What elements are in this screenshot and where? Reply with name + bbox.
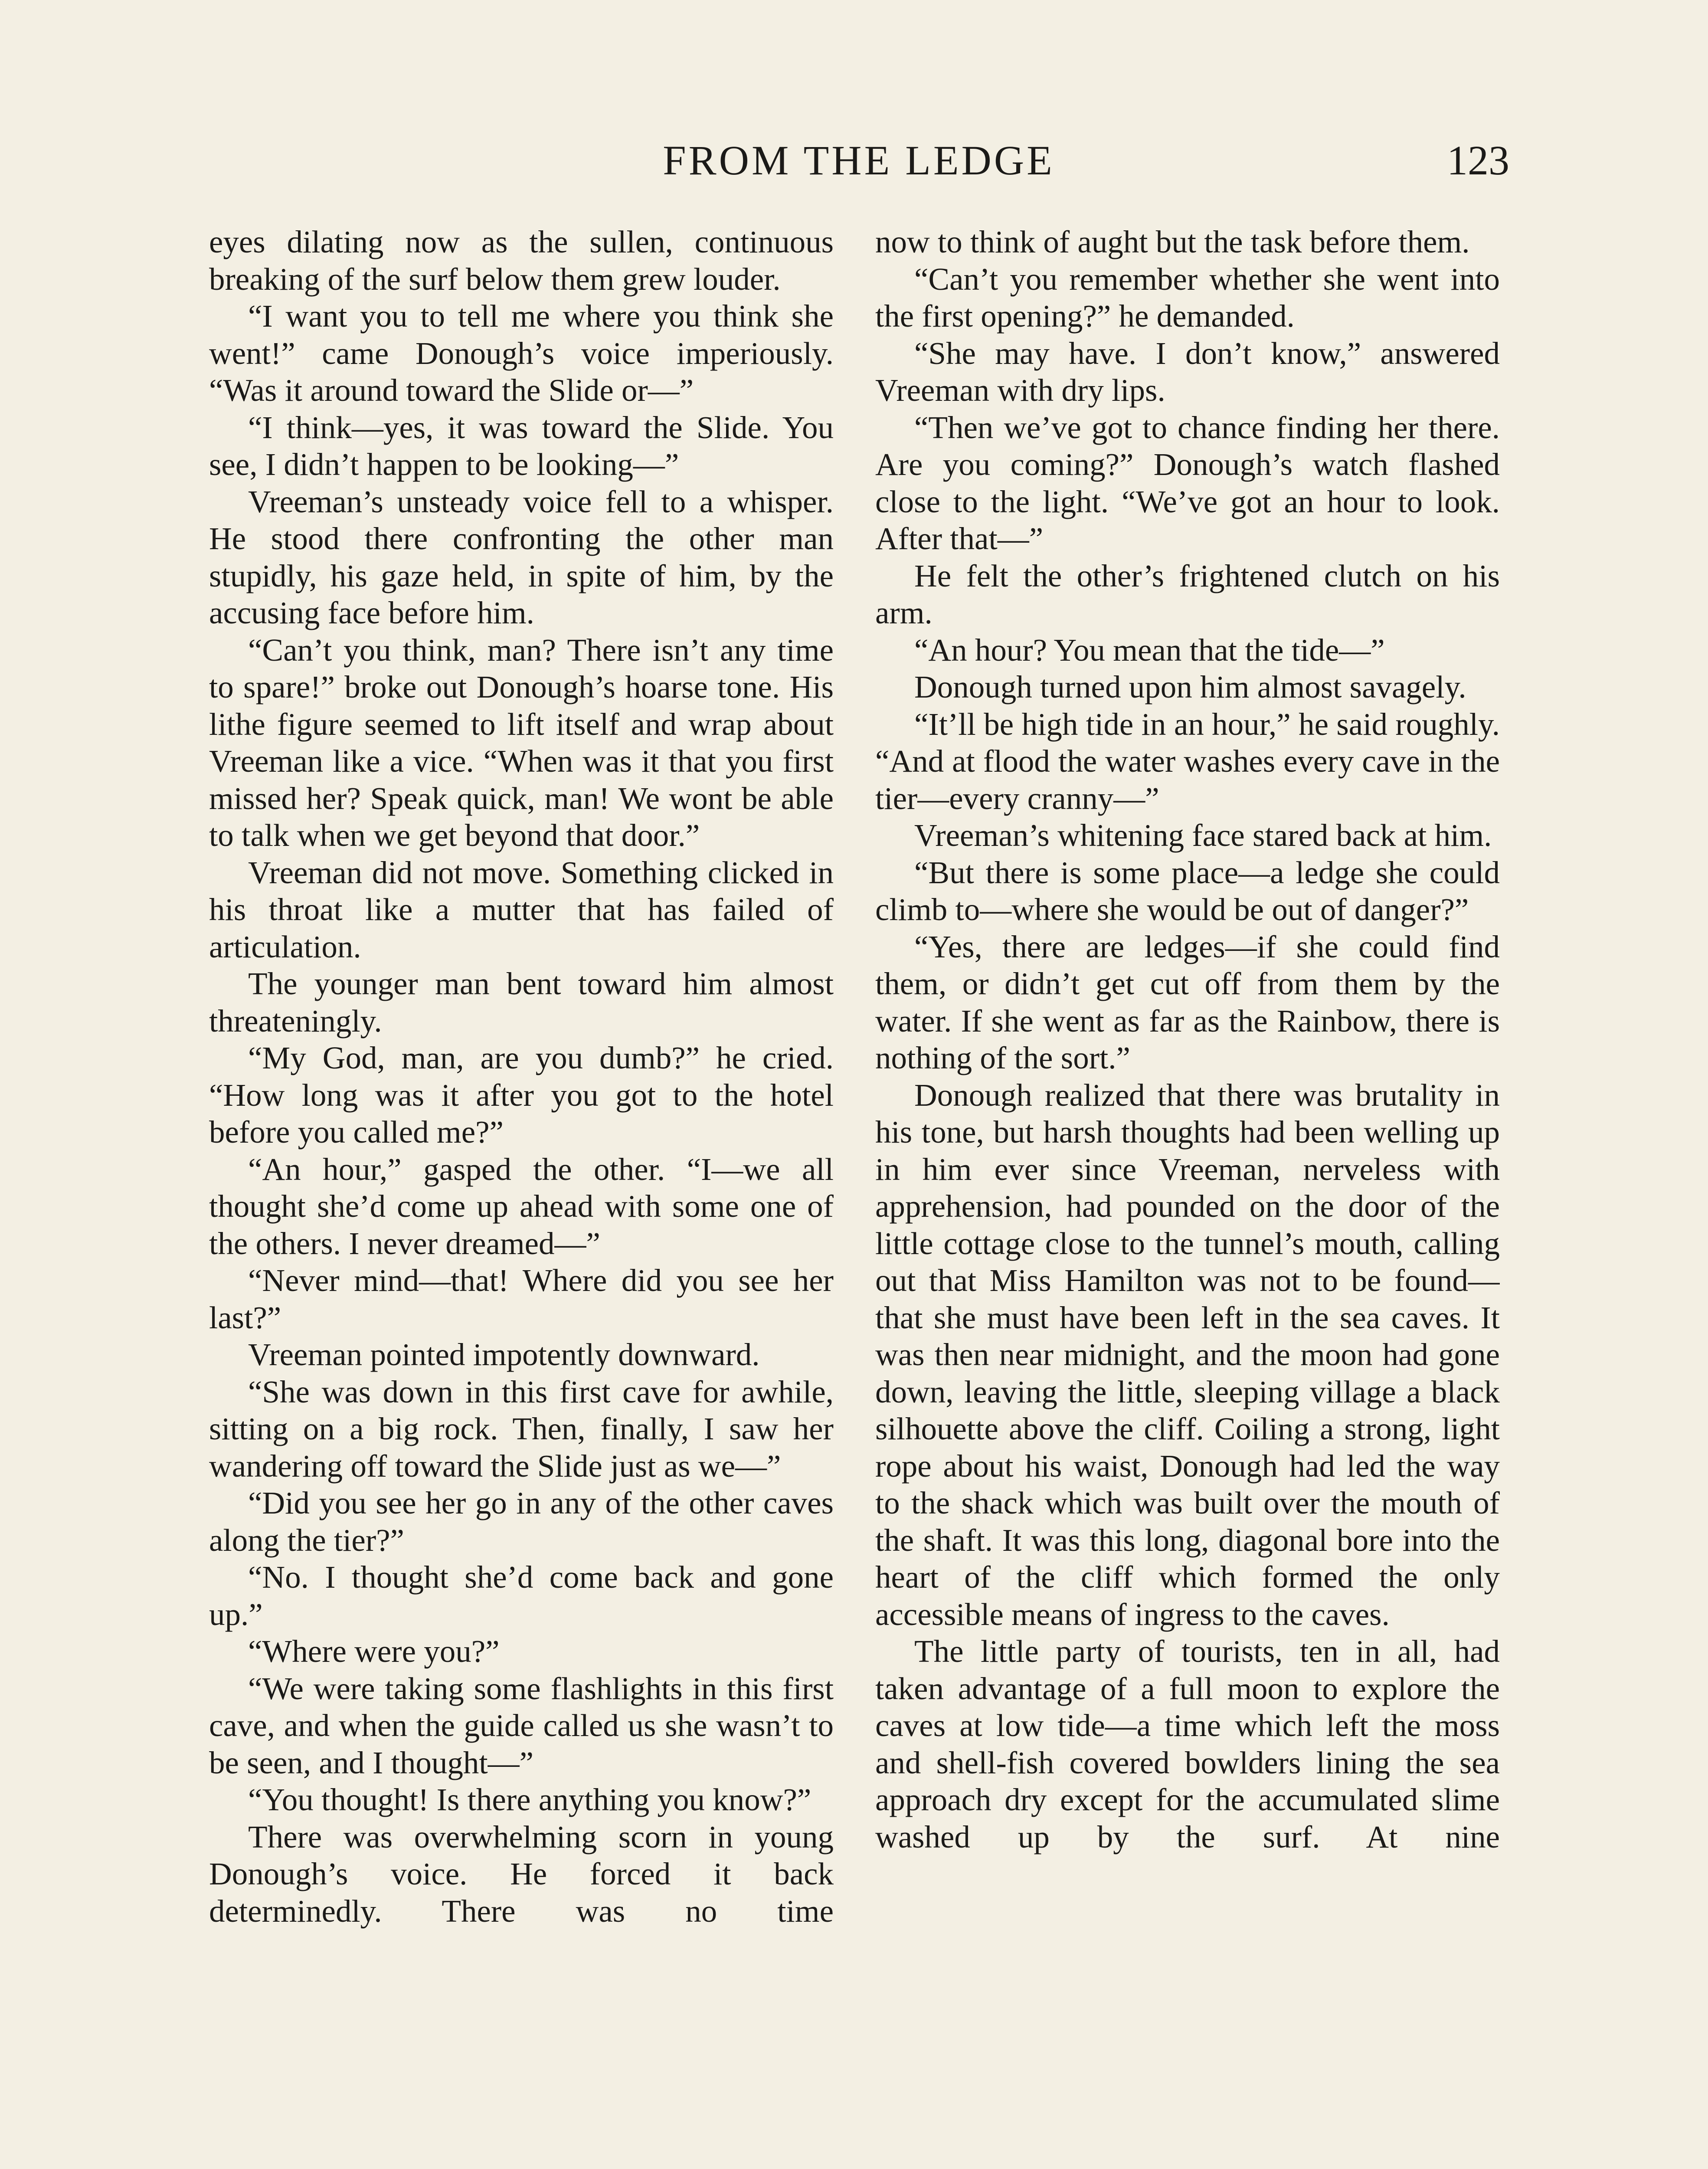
paragraph: “I think—yes, it was toward the Slide. You see, I didn’t happen to be looking—” [209,410,834,482]
paragraph: Vreeman’s whitening face stared back at him. [914,818,1492,853]
paragraph: Vreeman’s unsteady voice fell to a whisper. He stood there confronting the other man stupidly, his gaze held, in spite of him, by the accusing face before him. [209,484,834,630]
paragraph: “We were taking some flashlights in this first cave, and when the guide called us she wasn’t to be seen, and I thought—” [209,1671,834,1780]
paragraph: “I want you to tell me where you think she went!” came Donough’s voice imperiously. “Was it around toward the Slide or—” [209,298,834,408]
paragraph: “You thought! Is there anything you know?” [248,1782,811,1817]
paragraph: He felt the other’s frightened clutch on his arm. [875,558,1500,630]
paragraph: The little party of tourists, ten in all, had taken advantage of a full moon to explore the caves at low tide—a time which left the moss and shell-fish covered bowlders lining the sea approach dry except for the accumulated slime washed up by the surf. At nine [875,1634,1500,1854]
paragraph: Donough realized that there was brutality in his tone, but harsh thoughts had been welling up in him ever since Vreeman, nerveless with apprehension, had pounded on the door of the little cottage close to the tunnel’s mouth, calling out that Miss Hamilton was not to be found—that she must have been left in the sea caves. It was then near midnight, and the moon had gone down, leaving the little, sleeping village a black silhouette above the cliff. Coiling a strong, light rope about his waist, Donough had led the way to the shack which was built over the mouth of the shaft. It was this long, diagonal bore into the heart of the cliff which formed the only accessible means of ingress to the caves. [875,1077,1500,1632]
paragraph: “An hour,” gasped the other. “I—we all thought she’d come up ahead with some one of the others. I never dreamed—” [209,1151,834,1261]
paragraph: “Yes, there are ledges—if she could find them, or didn’t get cut off from them by the water. If she went as far as the Rainbow, there is nothing of the sort.” [875,929,1500,1075]
page-number: 123 [1447,137,1509,183]
page-header [208,130,1509,195]
paragraph: “But there is some place—a ledge she could climb to—where she would be out of danger?” [875,855,1500,927]
paragraph: Vreeman pointed impotently downward. [248,1337,760,1372]
paragraph: “Did you see her go in any of the other caves along the tier?” [209,1485,834,1558]
paragraph: “She was down in this first cave for awhile, sitting on a big rock. Then, finally, I saw her wandering off toward the Slide just as we—” [209,1374,834,1484]
paragraph: “Where were you?” [248,1634,500,1669]
paragraph: “My God, man, are you dumb?” he cried. “How long was it after you got to the hotel before you called me?” [209,1040,834,1150]
paragraph: “It’ll be high tide in an hour,” he said roughly. “And at flood the water washes every cave in the tier—every cranny—” [875,706,1500,816]
paragraph: “An hour? You mean that the tide—” [914,632,1385,668]
text-column-right [875,223,1500,2169]
paragraph: Donough turned upon him almost savagely. [914,669,1466,704]
paragraph: “Never mind—that! Where did you see her last?” [209,1263,834,1335]
paragraph: now to think of aught but the task before them. [875,224,1470,259]
paragraph: There was overwhelming scorn in young Donough’s voice. He forced it back determinedly. There was no time [209,1819,834,1929]
paragraph: The younger man bent toward him almost threateningly. [209,966,834,1039]
paragraph: “Can’t you think, man? There isn’t any time to spare!” broke out Donough’s hoarse tone. His lithe figure seemed to lift itself and wrap about Vreeman like a vice. “When was it that you first missed her? Speak quick, man! We wont be able to talk when we get beyond that door.” [209,632,834,853]
paragraph: “No. I thought she’d come back and gone up.” [209,1560,834,1632]
paragraph: eyes dilating now as the sullen, continuous breaking of the surf below them grew louder. [209,224,834,297]
paragraph: “Can’t you remember whether she went into the first opening?” he demanded. [875,261,1500,334]
paragraph: Vreeman did not move. Something clicked in his throat like a mutter that has failed of articulation. [209,855,834,964]
paragraph: “She may have. I don’t know,” answered Vreeman with dry lips. [875,335,1500,408]
running-title: FROM THE LEDGE [663,137,1055,183]
paragraph: “Then we’ve got to chance finding her there. Are you coming?” Donough’s watch flashed close to the light. “We’ve got an hour to look. After that—” [875,410,1500,556]
text-column-left [209,223,834,2169]
